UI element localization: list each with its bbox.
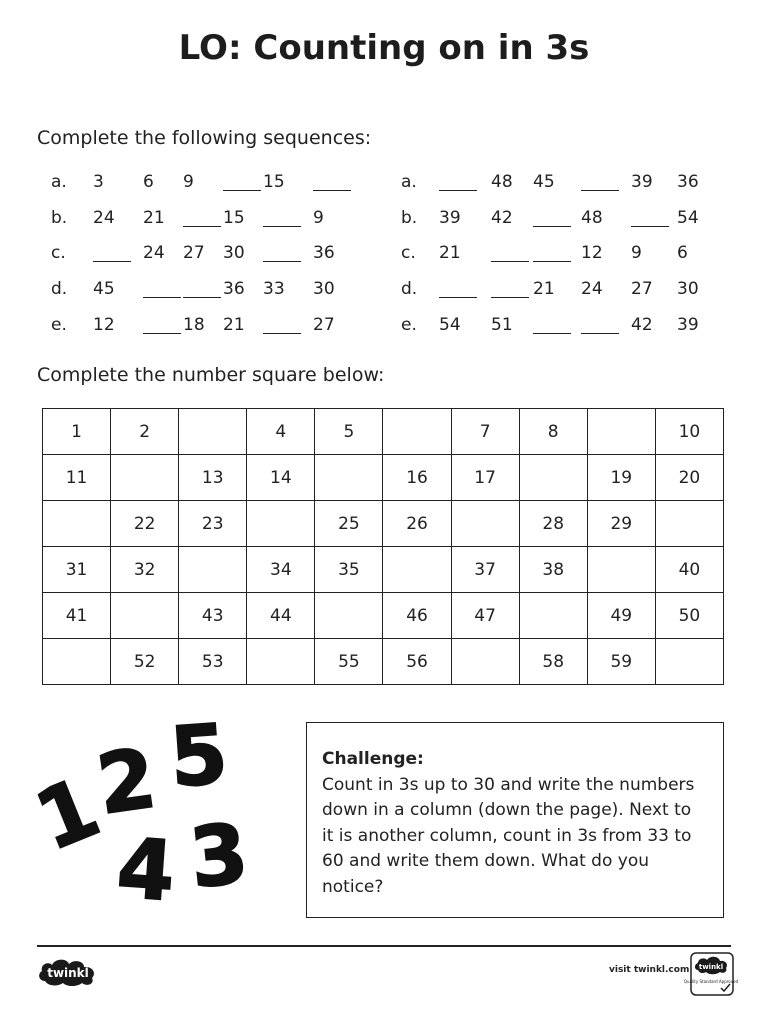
answer-blank[interactable] xyxy=(143,279,181,298)
empty-cell[interactable] xyxy=(247,639,315,685)
answer-blank[interactable] xyxy=(223,172,261,191)
number-cell: 10 xyxy=(655,409,723,455)
empty-cell[interactable] xyxy=(655,501,723,547)
answer-blank[interactable] xyxy=(439,172,477,191)
number-cell: 26 xyxy=(383,501,451,547)
answer-blank[interactable] xyxy=(491,243,529,262)
answer-blank[interactable] xyxy=(263,243,301,262)
challenge-title: Challenge: xyxy=(322,749,424,769)
sequence-number: 39 xyxy=(677,315,699,335)
sequence-number: 21 xyxy=(143,208,165,228)
answer-blank[interactable] xyxy=(93,243,131,262)
number-cell: 32 xyxy=(111,547,179,593)
number-cell: 50 xyxy=(655,593,723,639)
sequence-number: 24 xyxy=(143,243,165,263)
answer-blank[interactable] xyxy=(143,315,181,334)
quality-badge xyxy=(683,952,739,996)
sequence-number: 21 xyxy=(439,243,461,263)
empty-cell[interactable] xyxy=(111,455,179,501)
number-cell: 53 xyxy=(179,639,247,685)
sequence-number: 45 xyxy=(93,279,115,299)
art-digit: 5 xyxy=(167,707,231,806)
number-cell: 25 xyxy=(315,501,383,547)
sequence-number: 15 xyxy=(223,208,245,228)
empty-cell[interactable] xyxy=(315,593,383,639)
sequence-number: 42 xyxy=(491,208,513,228)
answer-blank[interactable] xyxy=(581,315,619,334)
table-row xyxy=(43,593,724,639)
answer-blank[interactable] xyxy=(533,315,571,334)
empty-cell[interactable] xyxy=(383,409,451,455)
answer-blank[interactable] xyxy=(491,279,529,298)
sequence-number: 36 xyxy=(677,172,699,192)
empty-cell[interactable] xyxy=(451,501,519,547)
sequence-number: 18 xyxy=(183,315,205,335)
number-cell: 41 xyxy=(43,593,111,639)
sequence-number: 27 xyxy=(631,279,653,299)
challenge-box xyxy=(306,722,724,918)
number-cell: 46 xyxy=(383,593,451,639)
empty-cell[interactable] xyxy=(179,409,247,455)
challenge-text: Count in 3s up to 30 and write the numbers down in a column (down the page). Next to it is another column, count in 3s from 33 to 60 and write them down. What do you notice? xyxy=(322,774,695,897)
number-cell: 35 xyxy=(315,547,383,593)
answer-blank[interactable] xyxy=(183,279,221,298)
number-square-heading: Complete the number square below: xyxy=(37,364,385,386)
sequence-number: 30 xyxy=(223,243,245,263)
sequence-row xyxy=(51,279,381,309)
number-cell: 44 xyxy=(247,593,315,639)
empty-cell[interactable] xyxy=(383,547,451,593)
table-row xyxy=(43,501,724,547)
sequence-label: d. xyxy=(401,279,418,299)
number-cell: 28 xyxy=(519,501,587,547)
sequence-number: 33 xyxy=(263,279,285,299)
number-cell: 59 xyxy=(587,639,655,685)
table-row xyxy=(43,455,724,501)
empty-cell[interactable] xyxy=(519,455,587,501)
number-cell: 56 xyxy=(383,639,451,685)
number-cell: 8 xyxy=(519,409,587,455)
number-cell: 14 xyxy=(247,455,315,501)
sequence-number: 27 xyxy=(313,315,335,335)
sequence-number: 30 xyxy=(313,279,335,299)
art-digit: 3 xyxy=(185,806,253,907)
number-cell: 5 xyxy=(315,409,383,455)
page-title: LO: Counting on in 3s xyxy=(178,28,590,68)
sequence-label: b. xyxy=(401,208,418,228)
empty-cell[interactable] xyxy=(587,409,655,455)
sequence-label: a. xyxy=(401,172,417,192)
answer-blank[interactable] xyxy=(439,279,477,298)
sequence-number: 9 xyxy=(631,243,642,263)
sequence-row xyxy=(51,172,381,202)
sequence-row xyxy=(401,208,731,238)
number-cell: 34 xyxy=(247,547,315,593)
number-cell: 16 xyxy=(383,455,451,501)
number-cell: 19 xyxy=(587,455,655,501)
empty-cell[interactable] xyxy=(247,501,315,547)
number-cell: 1 xyxy=(43,409,111,455)
number-cell: 7 xyxy=(451,409,519,455)
art-digit: 1 xyxy=(23,760,112,870)
number-cell: 49 xyxy=(587,593,655,639)
sequence-number: 9 xyxy=(313,208,324,228)
sequence-number: 27 xyxy=(183,243,205,263)
number-cell: 4 xyxy=(247,409,315,455)
number-cell: 17 xyxy=(451,455,519,501)
table-row xyxy=(43,547,724,593)
empty-cell[interactable] xyxy=(179,547,247,593)
answer-blank[interactable] xyxy=(313,172,351,191)
sequence-number: 51 xyxy=(491,315,513,335)
number-square xyxy=(42,408,724,685)
sequence-number: 21 xyxy=(533,279,555,299)
number-cell: 52 xyxy=(111,639,179,685)
number-cell: 29 xyxy=(587,501,655,547)
visit-link[interactable]: visit twinkl.com xyxy=(609,965,690,975)
decorative-numbers-image xyxy=(23,707,280,920)
sequence-number: 54 xyxy=(677,208,699,228)
sequence-number: 15 xyxy=(263,172,285,192)
sequence-number: 30 xyxy=(677,279,699,299)
table-row xyxy=(43,409,724,455)
sequence-number: 36 xyxy=(223,279,245,299)
twinkl-logo[interactable] xyxy=(37,955,99,987)
number-cell: 2 xyxy=(111,409,179,455)
sequences-heading: Complete the following sequences: xyxy=(37,127,372,149)
sequence-label: d. xyxy=(51,279,68,299)
sequence-number: 6 xyxy=(143,172,154,192)
logo-text: twinkl xyxy=(47,966,89,980)
table-row xyxy=(43,639,724,685)
sequence-label: b. xyxy=(51,208,68,228)
answer-blank[interactable] xyxy=(631,208,669,227)
empty-cell[interactable] xyxy=(111,593,179,639)
answer-blank[interactable] xyxy=(533,208,571,227)
empty-cell[interactable] xyxy=(655,639,723,685)
sequence-row xyxy=(401,279,731,309)
number-cell: 13 xyxy=(179,455,247,501)
number-cell: 47 xyxy=(451,593,519,639)
answer-blank[interactable] xyxy=(263,315,301,334)
sequence-number: 54 xyxy=(439,315,461,335)
sequence-row xyxy=(401,172,731,202)
sequence-row xyxy=(51,315,381,345)
number-cell: 22 xyxy=(111,501,179,547)
number-cell: 58 xyxy=(519,639,587,685)
sequence-label: a. xyxy=(51,172,67,192)
sequence-number: 39 xyxy=(439,208,461,228)
badge-logo-text: twinkl xyxy=(698,963,724,971)
sequence-row xyxy=(401,243,731,273)
sequence-number: 45 xyxy=(533,172,555,192)
number-cell: 43 xyxy=(179,593,247,639)
sequence-row xyxy=(51,243,381,273)
empty-cell[interactable] xyxy=(43,501,111,547)
sequence-number: 9 xyxy=(183,172,194,192)
badge-caption: Quality Standard Approved xyxy=(683,979,739,984)
sequence-number: 6 xyxy=(677,243,688,263)
number-cell: 31 xyxy=(43,547,111,593)
sequence-number: 12 xyxy=(581,243,603,263)
sequence-number: 24 xyxy=(93,208,115,228)
number-cell: 55 xyxy=(315,639,383,685)
footer-divider xyxy=(37,945,731,947)
sequence-number: 24 xyxy=(581,279,603,299)
answer-blank[interactable] xyxy=(183,208,221,227)
sequence-number: 21 xyxy=(223,315,245,335)
answer-blank[interactable] xyxy=(263,208,301,227)
answer-blank[interactable] xyxy=(533,243,571,262)
sequence-label: c. xyxy=(51,243,66,263)
number-cell: 23 xyxy=(179,501,247,547)
sequence-number: 42 xyxy=(631,315,653,335)
empty-cell[interactable] xyxy=(519,593,587,639)
empty-cell[interactable] xyxy=(315,455,383,501)
art-digit: 2 xyxy=(91,731,162,834)
sequence-number: 39 xyxy=(631,172,653,192)
sequence-label: c. xyxy=(401,243,416,263)
number-cell: 38 xyxy=(519,547,587,593)
number-cell: 11 xyxy=(43,455,111,501)
number-cell: 40 xyxy=(655,547,723,593)
sequence-number: 12 xyxy=(93,315,115,335)
number-cell: 20 xyxy=(655,455,723,501)
empty-cell[interactable] xyxy=(451,639,519,685)
sequence-row xyxy=(401,315,731,345)
empty-cell[interactable] xyxy=(43,639,111,685)
sequence-number: 36 xyxy=(313,243,335,263)
sequence-number: 48 xyxy=(491,172,513,192)
sequence-label: e. xyxy=(401,315,417,335)
number-cell: 37 xyxy=(451,547,519,593)
empty-cell[interactable] xyxy=(587,547,655,593)
sequence-number: 3 xyxy=(93,172,104,192)
answer-blank[interactable] xyxy=(581,172,619,191)
sequence-row xyxy=(51,208,381,238)
sequence-number: 48 xyxy=(581,208,603,228)
art-digit: 4 xyxy=(114,821,178,920)
sequence-label: e. xyxy=(51,315,67,335)
